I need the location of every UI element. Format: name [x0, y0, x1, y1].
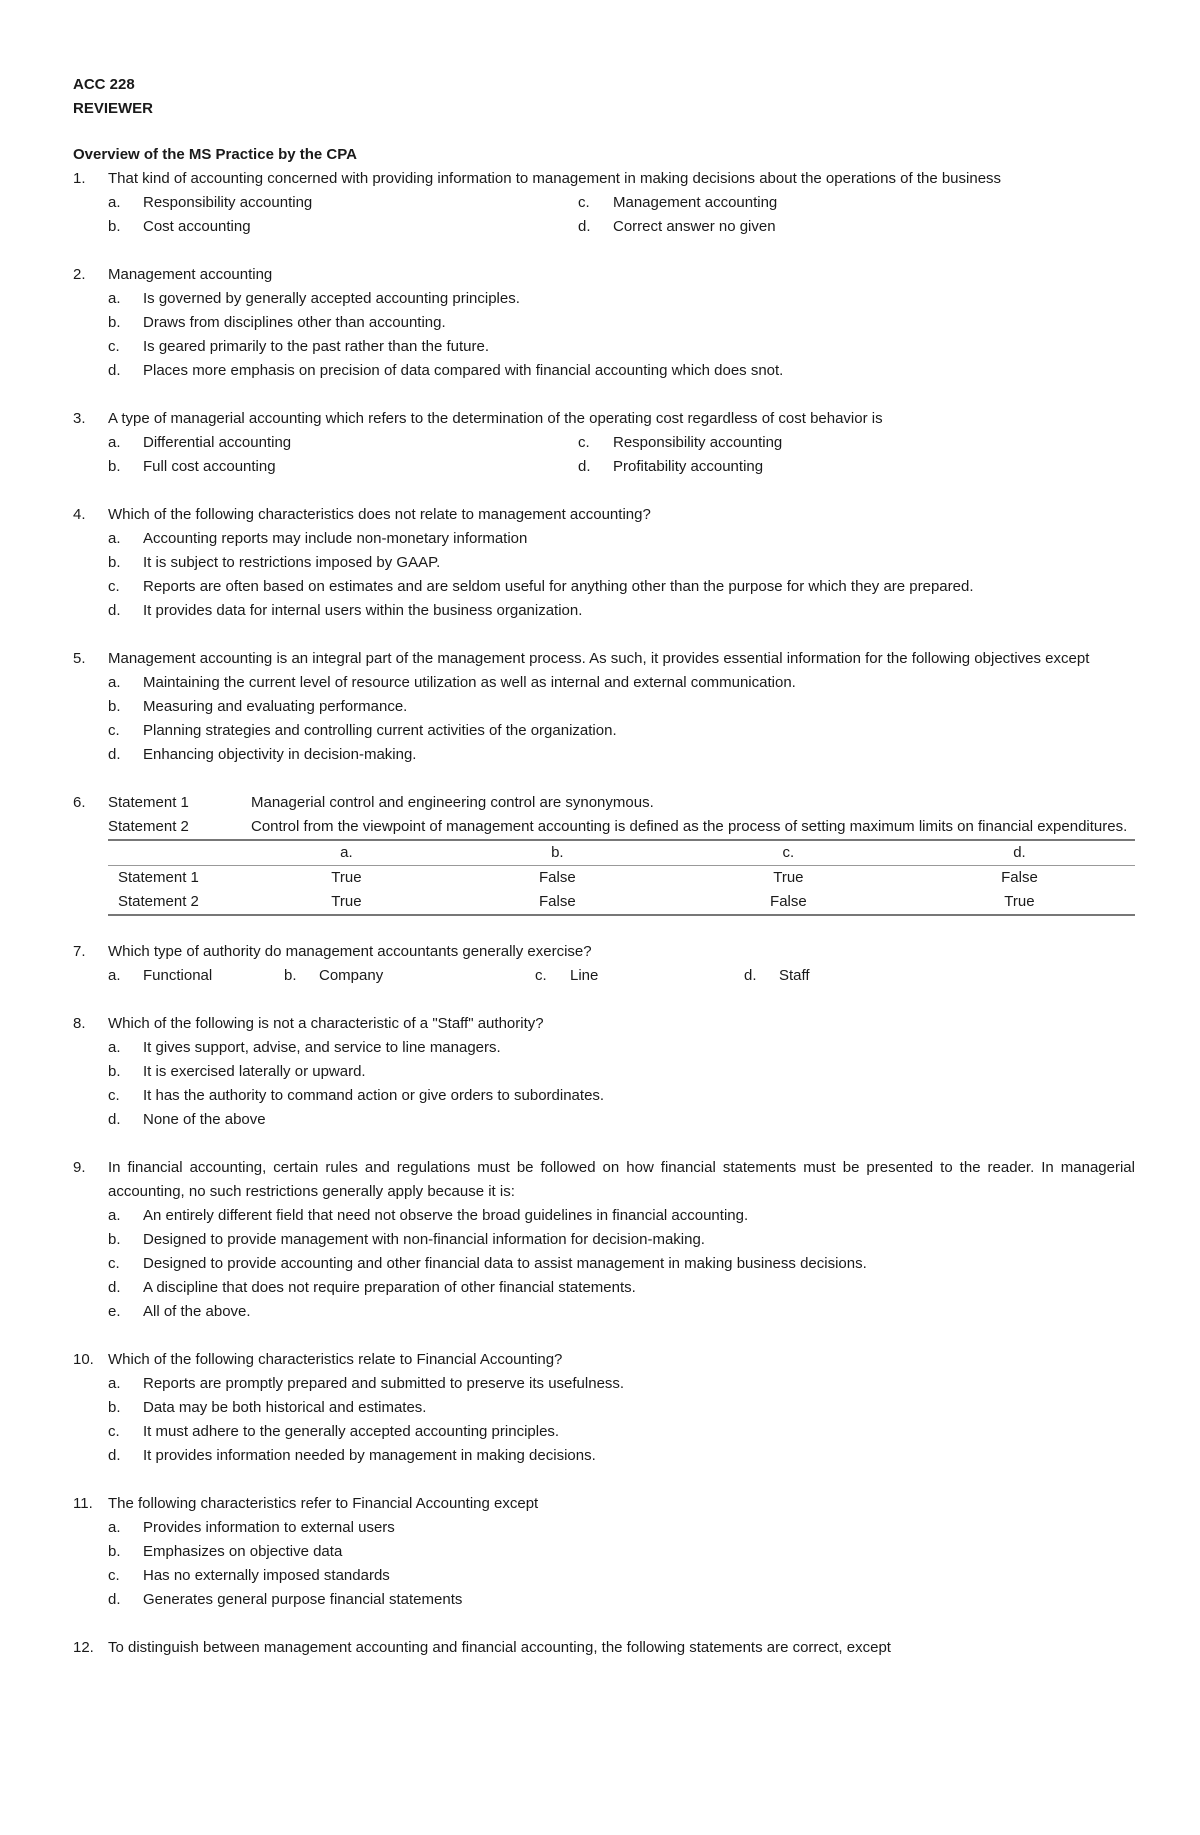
option-a: a. Reports are promptly prepared and submitted to preserve its usefulness.	[108, 1375, 625, 1392]
table-row	[108, 890, 1135, 915]
question-number: 12.	[73, 1639, 94, 1656]
question-text: Which type of authority do management accountants generally exercise?	[108, 943, 592, 960]
question-text: To distinguish between management accounting and financial accounting, the following statements are correct, except	[108, 1639, 891, 1656]
option-a: a. Functional	[108, 967, 213, 984]
option-d: d. It provides data for internal users within the business organization.	[108, 602, 583, 619]
question-6	[73, 791, 1135, 916]
table-header-row	[108, 840, 1135, 866]
option-c: c. Responsibility accounting	[578, 434, 783, 451]
option-c: c. Reports are often based on estimates and are seldom useful for anything other than the purpose for which they are prepared.	[108, 578, 974, 595]
section-title: Overview of the MS Practice by the CPA	[73, 146, 357, 163]
question-number: 5.	[73, 650, 86, 667]
option-b: b. Draws from disciplines other than accounting.	[108, 314, 446, 331]
option-d: d. Enhancing objectivity in decision-making.	[108, 746, 417, 763]
option-c: c. Is geared primarily to the past rather than the future.	[108, 338, 490, 355]
statement-text: Control from the viewpoint of management accounting is defined as the process of setting maximum limits on financial expenditures.	[251, 818, 1128, 835]
question-number: 1.	[73, 170, 86, 187]
option-d: d. Places more emphasis on precision of data compared with financial accounting which does snot.	[108, 362, 784, 379]
question-number: 9.	[73, 1159, 86, 1176]
table-cell: False	[1001, 869, 1038, 886]
column-header: c.	[673, 840, 904, 866]
question-number: 7.	[73, 943, 86, 960]
option-d: d. A discipline that does not require preparation of other financial statements.	[108, 1279, 636, 1296]
option-c: c. Line	[535, 967, 599, 984]
option-b: b. Emphasizes on objective data	[108, 1543, 343, 1560]
option-d: d. Staff	[744, 967, 810, 984]
question-list	[73, 143, 1135, 1660]
question-number: 8.	[73, 1015, 86, 1032]
option-b: b. Full cost accounting	[108, 458, 276, 475]
option-d: d. Generates general purpose financial statements	[108, 1591, 463, 1608]
statement-label: Statement 2	[108, 818, 189, 835]
option-a: a. An entirely different field that need not observe the broad guidelines in financial accounting.	[108, 1207, 749, 1224]
option-b: b. Data may be both historical and estimates.	[108, 1399, 427, 1416]
question-text: Management accounting	[108, 266, 273, 283]
table-cell: True	[773, 869, 804, 886]
option-c: c. Designed to provide accounting and other financial data to assist management in making business decisions.	[108, 1255, 867, 1272]
option-c: c. It must adhere to the generally accepted accounting principles.	[108, 1423, 560, 1440]
statement-label: Statement 1	[108, 794, 189, 811]
table-cell: True	[904, 890, 1135, 915]
option-a: a. Accounting reports may include non-monetary information	[108, 530, 528, 547]
question-8	[73, 1012, 1135, 1132]
table-row	[108, 866, 1135, 891]
column-header: a.	[251, 840, 442, 866]
row-label: Statement 2	[108, 890, 251, 915]
document-header	[73, 73, 153, 121]
question-9	[73, 1156, 1135, 1324]
course-code: ACC 228	[73, 76, 135, 93]
option-c: c. Management accounting	[578, 194, 778, 211]
option-d: d. None of the above	[108, 1111, 266, 1128]
question-1	[73, 167, 1135, 239]
question-text: That kind of accounting concerned with providing information to management in making decisions about the operations of the business	[108, 170, 1002, 187]
option-c: c. Has no externally imposed standards	[108, 1567, 390, 1584]
table-cell: True	[331, 869, 362, 886]
question-7	[73, 940, 1135, 988]
option-b: b. It is subject to restrictions imposed by GAAP.	[108, 554, 441, 571]
table-cell: False	[442, 890, 673, 915]
document-subtitle: REVIEWER	[73, 100, 154, 117]
question-4	[73, 503, 1135, 623]
question-number: 10.	[73, 1351, 94, 1368]
option-a: a. Responsibility accounting	[108, 194, 313, 211]
question-text: Which of the following characteristics relate to Financial Accounting?	[108, 1351, 563, 1368]
option-a: a. Is governed by generally accepted accounting principles.	[108, 290, 520, 307]
question-text: Which of the following characteristics does not relate to management accounting?	[108, 506, 651, 523]
question-3	[73, 407, 1135, 479]
option-b: b. Measuring and evaluating performance.	[108, 698, 408, 715]
option-b: b. Designed to provide management with non-financial information for decision-making.	[108, 1231, 705, 1248]
option-b: b. It is exercised laterally or upward.	[108, 1063, 366, 1080]
question-number: 4.	[73, 506, 86, 523]
question-text: A type of managerial accounting which refers to the determination of the operating cost regardless of cost behavior is	[108, 410, 883, 427]
option-c: c. It has the authority to command action or give orders to subordinates.	[108, 1087, 605, 1104]
option-a: a. Maintaining the current level of resource utilization as well as internal and external communication.	[108, 674, 796, 691]
question-number: 11.	[73, 1495, 93, 1512]
question-10	[73, 1348, 1135, 1468]
question-12	[73, 1636, 1135, 1660]
question-11	[73, 1492, 1135, 1612]
table-cell: True	[251, 890, 442, 915]
option-a: a. Differential accounting	[108, 434, 292, 451]
option-c: c. Planning strategies and controlling current activities of the organization.	[108, 722, 617, 739]
option-a: a. It gives support, advise, and service to line managers.	[108, 1039, 501, 1056]
question-number: 6.	[73, 794, 86, 811]
statement-text: Managerial control and engineering control are synonymous.	[251, 794, 654, 811]
option-d: d. Correct answer no given	[578, 218, 776, 235]
question-2	[73, 263, 1135, 383]
option-d: d. It provides information needed by management in making decisions.	[108, 1447, 596, 1464]
question-text: In financial accounting, certain rules and regulations must be followed on how financial statements must be presented to the reader. In managerial accounting, no such restrictions generally apply because it is:	[108, 1159, 1135, 1200]
table-cell: False	[673, 890, 904, 915]
question-number: 3.	[73, 410, 86, 427]
question-5	[73, 647, 1135, 767]
column-header: b.	[442, 840, 673, 866]
option-b: b. Company	[284, 967, 384, 984]
table-cell: False	[538, 869, 576, 886]
question-text: Management accounting is an integral part of the management process. As such, it provides essential information for the following objectives except	[108, 650, 1090, 667]
column-header: d.	[904, 840, 1135, 866]
row-label: Statement 1	[118, 869, 199, 886]
option-b: b. Cost accounting	[108, 218, 251, 235]
question-number: 2.	[73, 266, 86, 283]
answer-table	[108, 839, 1135, 916]
question-text: The following characteristics refer to Financial Accounting except	[108, 1495, 539, 1512]
option-e: e. All of the above.	[108, 1303, 251, 1320]
option-d: d. Profitability accounting	[578, 458, 764, 475]
question-text: Which of the following is not a characteristic of a "Staff" authority?	[108, 1015, 544, 1032]
option-a: a. Provides information to external users	[108, 1519, 395, 1536]
